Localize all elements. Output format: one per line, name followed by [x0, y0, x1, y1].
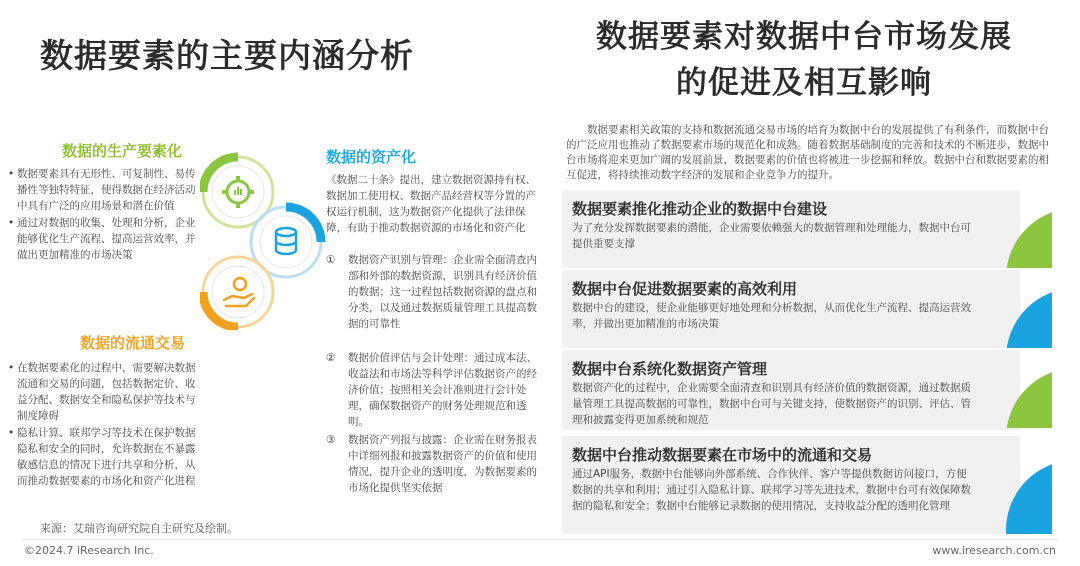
right-intro-paragraph: 数据要素相关政策的支持和数据流通交易市场的培育为数据中台的发展提供了有利条件，而数据中台的广泛应用也推动了数据要素市场的规范化和成熟。随着数据基础制度的完善和技术的不断进步，数据中台市场将迎来更加广阔的发展前景，数据要素的价值也将被进一步挖掘和释放。数据中台和数据要素的相互促进，将持续推动数字经济的发展和企业竞争力的提升。	[566, 124, 1049, 181]
card-platform-asset-management	[562, 350, 1020, 430]
item-number: ②	[326, 352, 336, 364]
card-accent-arc	[1006, 436, 1052, 534]
card-title: 数据中台系统化数据资产管理	[572, 360, 768, 378]
circulation-trading-title: 数据的流通交易	[80, 334, 186, 352]
card-data-element-drives-platform	[562, 190, 1020, 268]
right-title-line-1: 数据要素对数据中台市场发展	[596, 19, 1012, 55]
right-title-line-2: 的促进及相互影响	[676, 65, 932, 101]
card-accent-arc	[1006, 350, 1052, 428]
card-title: 数据要素推化推动企业的数据中台建设	[572, 200, 828, 218]
footer-divider	[22, 539, 1058, 540]
card-accent-arc	[1006, 270, 1052, 348]
card-accent-arc	[1006, 190, 1052, 268]
left-page-title: 数据要素的主要内涵分析	[40, 36, 414, 75]
assetization-item-3	[326, 432, 544, 496]
card-title: 数据中台推动数据要素在市场中的流通和交易	[572, 446, 873, 464]
right-page-title	[546, 14, 1062, 106]
gears-illustration	[200, 150, 330, 330]
production-factor-title: 数据的生产要素化	[62, 142, 183, 160]
production-bullet-2: • 通过对数据的收集、处理和分析，企业能够优化生产流程、提高运营效率，并做出更加精准的市场决策	[8, 215, 204, 263]
assetization-intro: 《数据二十条》提出，建立数据资源持有权、数据加工使用权、数据产品经营权等分置的产权运行机制，这为数据资产化提供了法律保障，有助于推动数据资源的市场化和资产化	[326, 174, 536, 234]
card-text: 为了充分发挥数据要素的潜能，企业需要依赖强大的数据管理和处理能力，数据中台可提供重要支撑	[572, 222, 971, 250]
item-text: 数据价值评估与会计处理：通过成本法、收益法和市场法等科学评估数据资产的经济价值；按照相关会计准则进行会计处理，确保数据资产的财务处理规范和透明。	[348, 352, 537, 428]
assetization-item-2	[326, 350, 544, 430]
card-platform-efficient-use	[562, 270, 1020, 348]
card-text: 数据资产化的过程中，企业需要全面清查和识别具有经济价值的数据资源，通过数据质量管理工具提高数据的可靠性，数据中台可与关键支持，使数据资产的识别、评估、管理和披露变得更加系统和规范	[572, 382, 971, 426]
assetization-title: 数据的资产化	[326, 148, 417, 166]
production-bullet-1: • 数据要素具有无形性、可复制性、易传播性等独特特征，使得数据在经济活动中具有广泛的应用场景和潜在价值	[8, 166, 204, 214]
card-text: 通过API服务，数据中台能够向外部系统、合作伙伴、客户等提供数据访问接口，方便数据的共享和利用；通过引入隐私计算、联邦学习等先进技术，数据中台可有效保障数据的隐私和安全；数据中台能够记录数据的使用情况，支持收益分配的透明化管理	[572, 468, 971, 512]
circulation-bullet-1: • 在数据要素化的过程中，需要解决数据流通和交易的问题，包括数据定价、收益分配、数据安全和隐私保护等技术与制度障碍	[8, 360, 204, 424]
circulation-trading-bullets	[8, 360, 204, 490]
hand-coin-icon	[203, 257, 273, 327]
card-platform-circulation-trading	[562, 436, 1020, 534]
item-number: ③	[326, 434, 336, 446]
production-factor-bullets	[8, 166, 204, 264]
item-text: 数据资产列报与披露：企业需在财务报表中详细列报和披露数据资产的价值和使用情况，提升企业的透明度，为数据要素的市场化提供坚实依据	[348, 434, 537, 494]
circulation-bullet-2: • 隐私计算、联邦学习等技术在保护数据隐私和安全的同时，允许数据在不暴露敏感信息的情况下进行共享和分析，从而推动数据要素的市场化和资产化进程	[8, 425, 204, 489]
source-note: 来源：艾瑞咨询研究院自主研究及绘制。	[40, 522, 238, 535]
card-title: 数据中台促进数据要素的高效利用	[572, 280, 798, 298]
item-text: 数据资产识别与管理：企业需全面清查内部和外部的数据资源，识别具有经济价值的数据；这一过程包括数据资源的盘点和分类，以及通过数据质量管理工具提高数据的可靠性	[348, 254, 537, 330]
copyright: ©2024.7 iResearch Inc.	[24, 544, 154, 557]
website-link[interactable]: www.iresearch.com.cn	[932, 544, 1056, 557]
card-text: 数据中台的建设，使企业能够更好地处理和分析数据，从而优化生产流程、提高运营效率，并做出更加精准的市场决策	[572, 302, 971, 330]
assetization-item-1	[326, 252, 544, 332]
item-number: ①	[326, 254, 336, 266]
